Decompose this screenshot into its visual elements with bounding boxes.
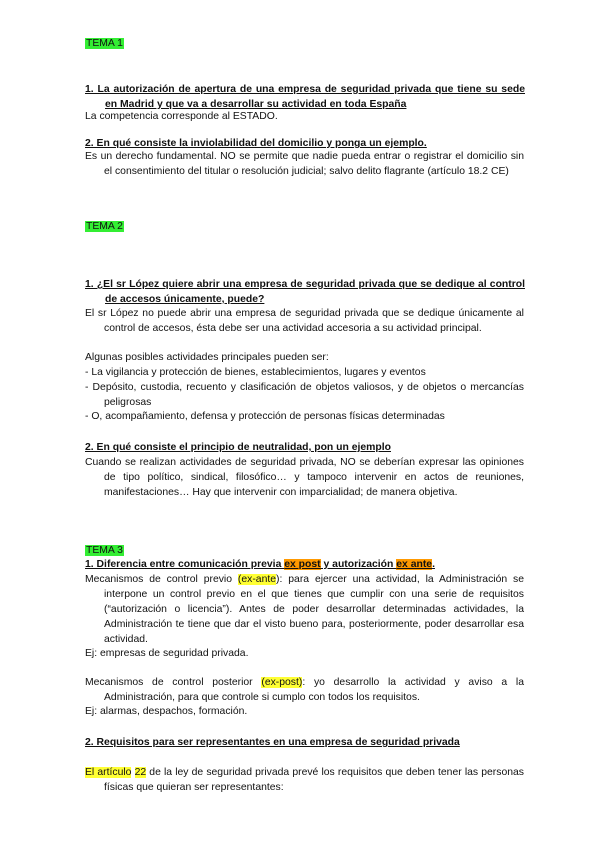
tema2-q1-intro: Algunas posibles actividades principales pueden ser: xyxy=(85,352,329,363)
text-part: Mecanismos de control previo xyxy=(85,574,238,585)
text-part: Mecanismos de control posterior xyxy=(85,677,262,688)
tema1-heading xyxy=(85,36,505,51)
tema3-q1-paragraph-previo xyxy=(85,572,524,647)
tema3-q1-paragraph-posterior xyxy=(85,675,524,705)
tema3-q2-paragraph xyxy=(85,765,524,795)
tema1-label: TEMA 1 xyxy=(86,38,123,49)
list-item: - O, acompañamiento, defensa y protección de personas físicas determinadas xyxy=(85,411,445,422)
highlight-ex-ante-text: (ex-ante xyxy=(237,574,277,585)
tema2-q1-answer: El sr López no puede abrir una empresa de seguridad privada que se dedique únicamente al control de accesos, ésta debe ser una actividad accesoria a su actividad principal. xyxy=(85,308,524,334)
tema1-q2-answer: Es un derecho fundamental. NO se permite que nadie pueda entrar o registrar el domicilio sin el consentimiento del titular o resolución judicial; salvo delito flagrante (artículo 18.2 CE) xyxy=(85,151,524,177)
highlight-ex-post: ex post xyxy=(284,559,321,570)
title-part: . xyxy=(432,559,435,570)
tema1-q1-title: 1. La autorización de apertura de una empresa de seguridad privada que tiene su sede en Madrid y que va a desarrollar su actividad en toda España xyxy=(85,84,525,110)
title-part: y autorización xyxy=(320,559,397,570)
tema2-q2-title: 2. En qué consiste el principio de neutralidad, pon un ejemplo xyxy=(85,442,391,453)
tema3-q1-example-2: Ej: alarmas, despachos, formación. xyxy=(85,706,248,717)
highlight-ex-post-text: (ex-post) xyxy=(261,677,303,688)
highlight-articulo: El artículo xyxy=(85,767,132,778)
text-part: : yo desarrollo la actividad y aviso a la Administración, para que controle si cumplo con todos los requisitos. xyxy=(104,677,524,703)
tema3-q1-example-1: Ej: empresas de seguridad privada. xyxy=(85,648,249,659)
tema2-q1-title: 1. ¿El sr López quiere abrir una empresa de seguridad privada que se dedique al control de accesos únicamente, puede? xyxy=(85,279,525,305)
highlight-article-number: 22 xyxy=(134,767,147,778)
tema1-q2-title: 2. En qué consiste la inviolabilidad del domicilio y ponga un ejemplo. xyxy=(85,138,427,149)
list-item: - Depósito, custodia, recuento y clasificación de objetos valiosos, y de objetos o mercancías peligrosas xyxy=(85,382,524,408)
tema3-label: TEMA 3 xyxy=(86,545,123,556)
list-item: - La vigilancia y protección de bienes, establecimientos, lugares y eventos xyxy=(85,367,426,378)
tema3-q2-title: 2. Requisitos para ser representantes en una empresa de seguridad privada xyxy=(85,737,460,748)
tema2-label: TEMA 2 xyxy=(86,221,123,232)
highlight-ex-ante: ex ante xyxy=(396,559,433,570)
tema3-q1-title xyxy=(85,557,505,572)
title-part: 1. Diferencia entre comunicación previa xyxy=(85,559,285,570)
tema1-q1-answer: La competencia corresponde al ESTADO. xyxy=(85,111,278,122)
text-part: de la ley de seguridad privada prevé los requisitos que deben tener las personas físicas que quieran ser representantes: xyxy=(104,767,524,793)
tema2-heading xyxy=(85,219,505,234)
tema3-heading xyxy=(85,543,505,558)
text-part: ): para ejercer una actividad, la Administración se interpone un control previo en el que tienes que cumplir con una serie de requisitos (“autorización o licencia”). Antes de poder desarrollar determinadas actividades, la Administración te tiene que dar el visto bueno para, posteriormente, poder desarrollar esa actividad. xyxy=(104,574,524,645)
tema2-q2-answer: Cuando se realizan actividades de seguridad privada, NO se deberían expresar las opiniones de tipo político, sindical, filosófico… y tampoco intervenir en actos de reuniones, manifestaciones… Hay que intervenir con imparcialidad; de manera objetiva. xyxy=(85,457,524,498)
